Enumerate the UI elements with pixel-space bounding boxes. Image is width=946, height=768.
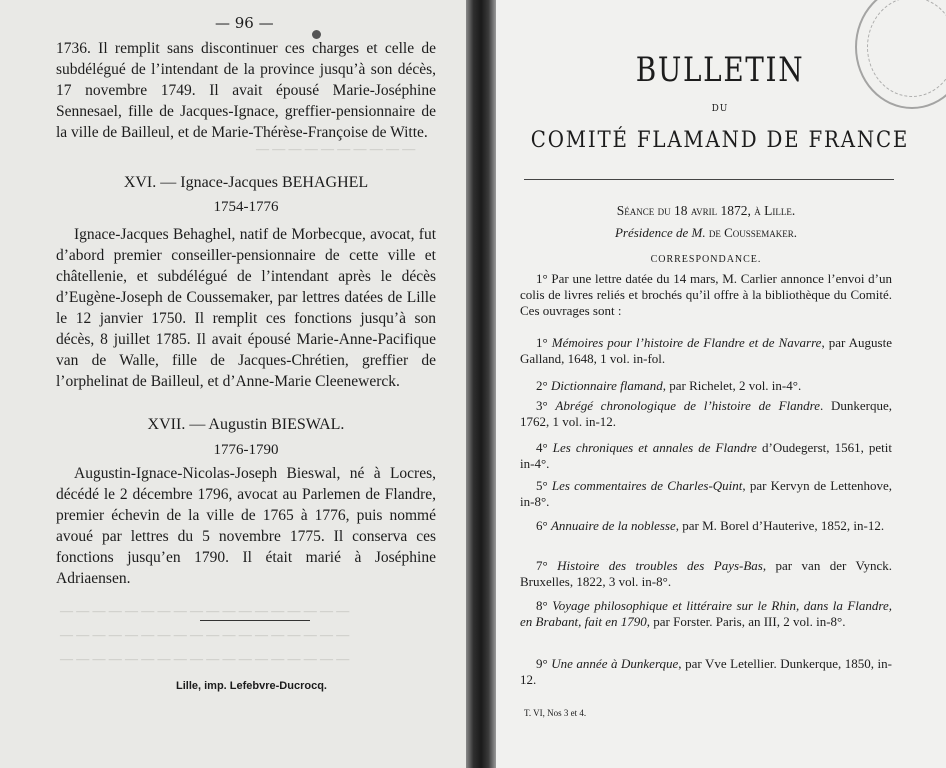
item-number: 9° [536,656,548,671]
item-title: Annuaire de la noblesse [550,518,676,533]
presidence-end: . [793,225,798,240]
item-details: , par M. Borel d’Hauterive, 1852, in-12. [675,518,885,533]
list-item [520,656,892,688]
list-item [520,378,892,394]
item-number: 5° [536,478,548,493]
item-title: Les commentaires de Charles-Quint [551,478,743,493]
section-years-17: 1776-1790 [213,442,279,458]
show-through-text: — — — — — — — — — — — — — — — — — — [60,603,350,618]
section-heading-16: XVI. — Ignace-Jacques BEHAGHEL [123,174,369,191]
item-title: Une année à Dunkerque [551,656,679,671]
section-heading-17: XVII. — Augustin BIESWAL. [147,416,345,433]
signature-mark: T. VI, Nos 3 et 4. [524,708,587,718]
intro-number: 1° [536,271,548,286]
item-details: , par Richelet, 2 vol. in-4°. [662,378,802,393]
item-number: 3° [536,398,548,413]
session-heading [520,203,892,219]
item-title: Histoire des troubles des Pays-Bas [557,558,763,573]
item-title: Voyage philosophique et littéraire sur le Rhin, dans la Flandre, en Brabant, fait en 1790 [520,598,892,629]
presidence-line [520,225,892,241]
item-title: Les chroniques et annales de Flandre [552,440,757,455]
presidence-name: de Coussemaker [708,225,794,240]
divider-rule [200,620,310,621]
show-through-text: — — — — — — — — — — — — — — — — — — [60,651,350,666]
intro-text: Par une lettre datée du 14 mars, M. Carlier annonce l’envoi d’un colis de livres reliés et brochés qu’il offre à la bibliothèque du Comité. Ces ouvrages sont : [520,271,892,318]
item-number: 8° [536,598,548,613]
item-details: , par van der Vynck. Bruxelles, 1822, 3 vol. in-8°. [520,558,893,589]
list-item [520,478,892,510]
session-heading-place: à Lille. [754,203,796,218]
title-du: DU [711,104,729,114]
item-number: 4° [536,440,548,455]
presidence-label: Présidence de M. [614,225,709,240]
item-title: Mémoires pour l’histoire de Flandre et de Navarre [551,335,822,350]
item-title: Dictionnaire flamand [550,378,663,393]
list-item [520,398,892,430]
correspondance-label: CORRESPONDANCE. [650,254,762,265]
intro-paragraph: 1736. Il remplit sans discontinuer ces charges et celle de subdélégué de l’intendant de la province jusqu’à son décès, 17 novembre 1749. Il avait épousé Marie-Joséphine Sennesael, fille de Jacques-Ignace, greffier-pensionnaire de la ville de Bailleul, et de Marie-Thérèse-Françoise de Witte. [56,40,436,141]
book-gutter [466,0,496,768]
show-through-text: — — — — — — — — — — [256,141,416,156]
section-text-16: Ignace-Jacques Behaghel, natif de Morbecque, avocat, fut d’abord premier conseiller-pensionnaire de cette ville et châtellenie, et subdélégué de l’intendant après le décès d’Eugène-Joseph de Coussemaker, par lettres datées de Lille le 12 janvier 1750. Il remplit ces fonctions jusqu’à son décès, 8 juillet 1785. Il avait épousé Marie-Anne-Pacifique van de Walle, fille de Jacques-Chrétien, greffier de l’orphelinat de Bailleul, et d’Anne-Marie Cleenewerck. [56,226,436,390]
bulletin-title: BULLETIN [635,50,805,90]
item-number: 6° [536,518,548,533]
session-heading-lead: Séance du 18 avril 1872, [616,203,755,218]
item-details: d’Oudegerst, 1561, petit in-4°. [520,440,893,471]
item-number: 2° [536,378,548,393]
page-number: — 96 — [215,14,274,32]
item-number: 7° [536,558,548,573]
imprint: Lille, imp. Lefebvre-Ducrocq. [176,680,327,692]
list-item [520,558,892,590]
list-item [520,598,892,630]
item-number: 1° [536,335,548,350]
title-rule [524,179,894,180]
list-item [520,440,892,472]
section-text-17: Augustin-Ignace-Nicolas-Joseph Bieswal, né à Locres, décédé le 2 décembre 1796, avocat au Parlemen de Flandre, premier échevin de la ville de 1765 à 1776, puis nommé avoué par lettres du 5 novembre 1775. Il conserva ces fonctions jusqu’en 1790. Il était marié à Joséphine Adriaensen. [56,465,436,587]
item-details: , par Kervyn de Lettenhove, in-8°. [520,478,893,509]
committee-title: COMITÉ FLAMAND DE FRANCE [530,128,910,153]
item-title: Abrégé chronologique de l’histoire de Flandre [555,398,821,413]
item-details: , par Vve Letellier. Dunkerque, 1850, in-12. [520,656,892,687]
item-details: , par Forster. Paris, an III, 2 vol. in-8°. [646,614,846,629]
section-years-16: 1754-1776 [213,199,279,215]
item-details: . Dunkerque, 1762, 1 vol. in-12. [520,398,892,429]
show-through-text: — — — — — — — — — — — — — — — — — — [60,627,350,642]
list-item [520,518,892,534]
list-item [520,335,892,367]
item-details: , par Auguste Galland, 1648, 1 vol. in-fol. [520,335,892,366]
correspondance-intro [520,271,892,319]
